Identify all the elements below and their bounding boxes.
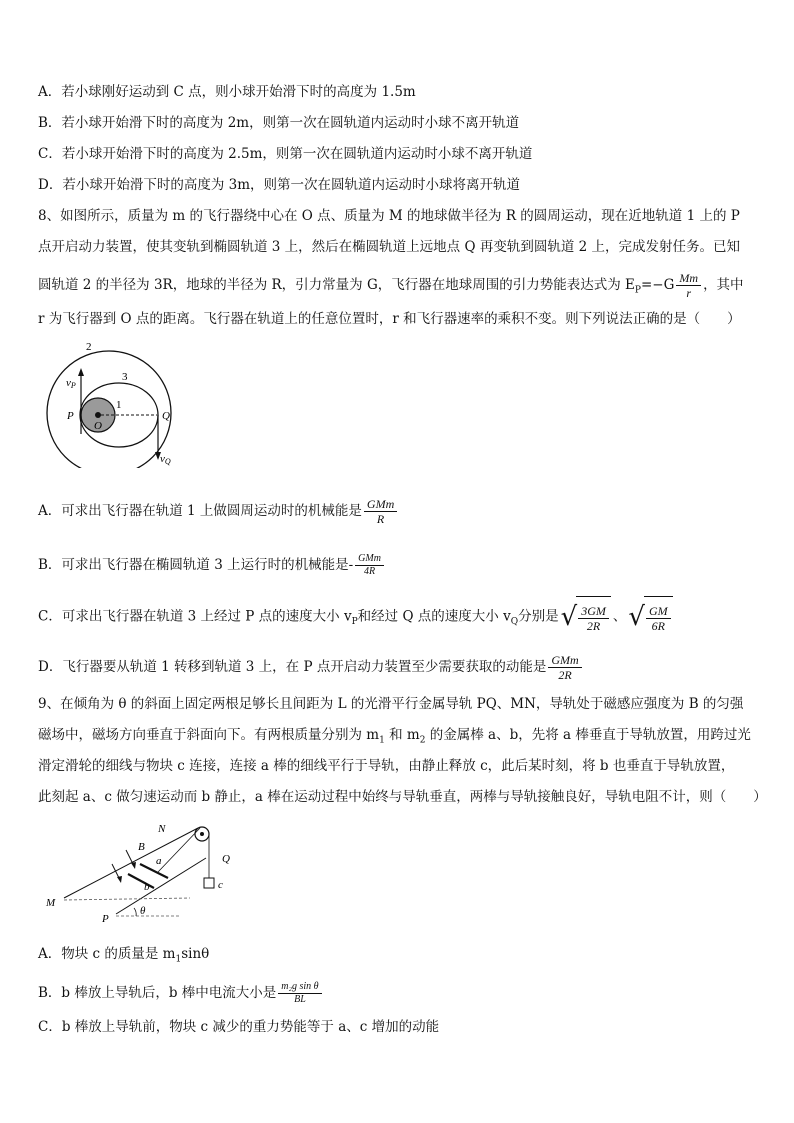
label-q: Q <box>222 853 230 865</box>
q9-stem-line1: 9、在倾角为 θ 的斜面上固定两根足够长且间距为 L 的光滑平行金属导轨 PQ、MN，导轨处于磁感应强度为 B 的匀强 <box>38 696 744 712</box>
q9-stem-line4: 此刻起 a、c 做匀速运动而 b 静止，a 棒在运动过程中始终与导轨垂直，两棒与导轨接触良好，导轨电阻不计，则（ ） <box>38 789 767 805</box>
pulley-axle <box>200 832 204 836</box>
theta-arc <box>134 908 136 916</box>
rod-b <box>128 874 154 888</box>
q9-stem-line3: 滑定滑轮的细线与物块 c 连接，连接 a 棒的细线平行于导轨，由静止释放 c，此后某时刻，将 b 也垂直于导轨放置， <box>38 758 735 774</box>
label-orbit-1: 1 <box>116 399 122 411</box>
q8-option-a: A．可求出飞行器在轨道 1 上做圆周运动时的机械能是 $\frac{\text{GMm}}{R}$ <box>38 494 399 528</box>
q7-option-d: D．若小球开始滑下时的高度为 3m，则第一次在圆轨道内运动时小球将离开轨道 <box>38 177 521 193</box>
q8-stem-line1: 8、如图所示，质量为 m 的飞行器绕中心在 O 点、质量为 M 的地球做半径为 R 的圆周运动，现在近地轨道 1 上的 P <box>38 208 740 224</box>
incline-base-upper <box>64 898 190 900</box>
label-theta: θ <box>140 905 146 917</box>
label-p: P <box>67 410 74 422</box>
label-o: O <box>94 420 102 432</box>
q8-option-d-fraction: $\frac{\text{GMm}}{2R}$ <box>548 653 581 682</box>
q8-option-b-fraction: $\frac{\text{GMm}}{4R}$ <box>355 553 384 578</box>
q8-option-c: C．可求出飞行器在轨道 3 上经过 P 点的速度大小 $v_P$和经过 Q 点的速度大小 $v_Q$分别是 √ $\frac{3GM}{2R}$ 、 √ $\frac{GM}{6R}$ <box>38 596 675 642</box>
earth-center-dot <box>95 412 101 418</box>
label-q: Q <box>162 410 170 422</box>
q9-option-b: B．b 棒放上导轨后，b 棒中电流大小是 $\frac{\text{m₂g sin θ}}{BL}$ <box>38 976 324 1010</box>
q7-option-b: B．若小球开始滑下时的高度为 2m，则第一次在圆轨道内运动时小球不离开轨道 <box>38 115 520 131</box>
q7-option-c: C．若小球开始滑下时的高度为 2.5m，则第一次在圆轨道内运动时小球不离开轨道 <box>38 146 533 162</box>
q9-option-a: A．物块 c 的质量是 $m_1\sin\theta$ <box>38 946 210 965</box>
label-c: c <box>218 879 223 891</box>
q8-option-c-root2: √ $\frac{GM}{6R}$ <box>628 596 672 638</box>
label-p: P <box>102 913 109 924</box>
q8-option-a-fraction: $\frac{\text{GMm}}{R}$ <box>364 497 397 526</box>
q8-option-d: D．飞行器要从轨道 1 转移到轨道 3 上，在 P 点开启动力装置至少需要获取的动能是 $\frac{\text{GMm}}{2R}$ <box>38 650 584 684</box>
vp-arrow-head <box>78 368 84 376</box>
label-orbit-3: 3 <box>122 371 128 383</box>
label-a: a <box>156 855 162 867</box>
q9-option-b-fraction: $\frac{\text{m₂g sin θ}}{BL}$ <box>278 981 321 1006</box>
q8-stem-line2: 点开启动力装置，使其变轨到椭圆轨道 3 上，然后在椭圆轨道上远地点 Q 再变轨到圆轨道 2 上，完成发射任务。已知 <box>38 239 740 255</box>
q8-stem-line3: 圆轨道 2 的半径为 3R，地球的半径为 R，引力常量为 G，飞行器在地球周围的引力势能表达式为 $E_P=-G$ $\frac{Mm}{r}$ ，其中 <box>38 271 744 300</box>
q9-rail-figure <box>40 822 240 924</box>
q8-orbit-figure <box>36 338 186 468</box>
label-b: b <box>144 881 150 893</box>
q9-stem-line2: 磁场中，磁场方向垂直于斜面向下。有两根质量分别为 $m_1$ 和 $m_2$ 的金属棒 a、b，先将 a 棒垂直于导轨放置，用跨过光 <box>38 727 751 746</box>
label-m: M <box>46 897 56 909</box>
label-b-field: B <box>138 841 145 853</box>
q8-option-b: B．可求出飞行器在椭圆轨道 3 上运行时的机械能是- $\frac{\text{GMm}}{4R}$ <box>38 548 386 582</box>
q8-option-c-root1: √ $\frac{3GM}{2R}$ <box>561 596 611 638</box>
b-field-arrow-2-head <box>117 876 122 883</box>
q9-option-c: C．b 棒放上导轨前，物块 c 减少的重力势能等于 a、c 增加的动能 <box>38 1019 440 1035</box>
label-n: N <box>158 823 166 835</box>
label-vq: vQ <box>160 453 171 466</box>
label-orbit-2: 2 <box>86 341 92 353</box>
q7-option-a: A．若小球刚好运动到 C 点，则小球开始滑下时的高度为 1.5m <box>38 84 416 100</box>
b-field-arrow-1-head <box>131 862 136 869</box>
block-c <box>204 878 214 888</box>
q8-potential-fraction: $\frac{Mm}{r}$ <box>676 271 701 300</box>
label-vp: vP <box>66 377 76 390</box>
q8-stem-line4: r 为飞行器到 O 点的距离。飞行器在轨道上的任意位置时，r 和飞行器速率的乘积不变。则下列说法正确的是（ ） <box>38 311 741 327</box>
